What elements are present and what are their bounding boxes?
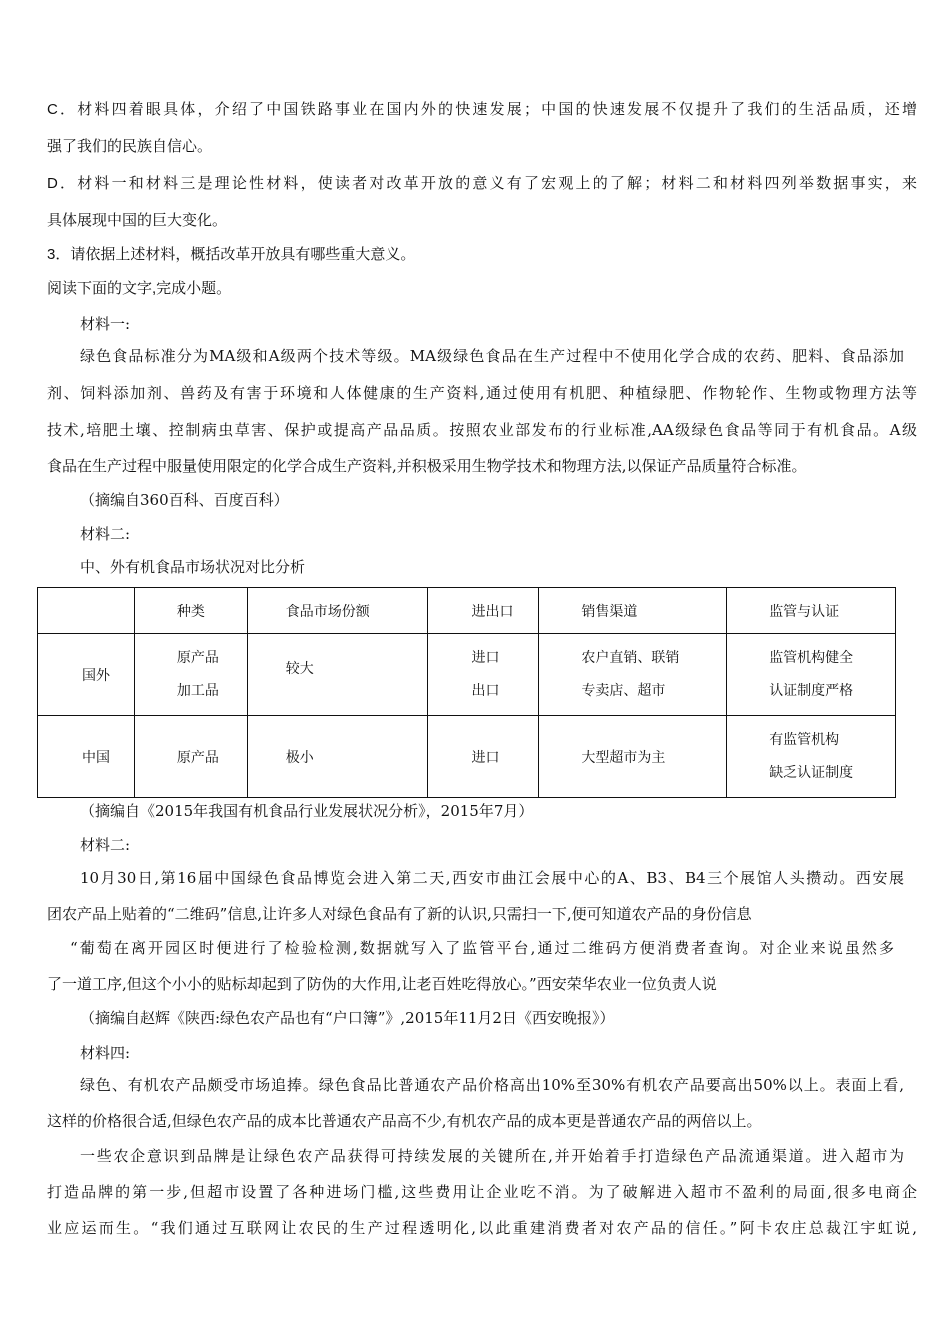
material-3-line: 了一道工序,但这个小小的贴标却起到了防伪的大作用,让老百姓吃得放心。”西安荣华农业一位负责人说 <box>47 975 717 993</box>
material-4-line: 一些农企意识到品牌是让绿色农产品获得可持续发展的关键所在,并开始着手打造绿色产品流通渠道。进入超市为 <box>80 1147 904 1165</box>
question-3: 3．请依据上述材料，概括改革开放具有哪些重大意义。 <box>47 246 416 263</box>
table-header-row <box>38 588 896 634</box>
material-3-heading: 材料二: <box>80 836 131 854</box>
table-row <box>38 716 896 798</box>
material-4-line: 打造品牌的第一步,但超市设置了各种进场门槛,这些费用让企业吃不消。为了破解进入超市不盈利的局面,很多电商企 <box>47 1183 917 1201</box>
share-cell: 较大 <box>247 634 427 716</box>
table-row <box>38 634 896 716</box>
material-4-line: 这样的价格很合适,但绿色农产品的成本比普通农产品高不少,有机农产品的成本更是普通农产品的两倍以上。 <box>47 1112 762 1130</box>
category-cell <box>134 634 247 716</box>
trade-cell <box>427 634 539 716</box>
supervision-value: 有监管机构 <box>769 731 840 748</box>
trade-value: 出口 <box>471 682 500 699</box>
column-header: 销售渠道 <box>539 588 727 634</box>
supervision-value: 监管机构健全 <box>769 649 854 666</box>
region-cell: 国外 <box>38 634 135 716</box>
material-2-source: （摘编自《2015年我国有机食品行业发展状况分析》，2015年7月） <box>80 802 534 820</box>
column-header: 监管与认证 <box>727 588 896 634</box>
channel-cell: 大型超市为主 <box>539 716 727 798</box>
material-4-line: 业应运而生。“我们通过互联网让农民的生产过程透明化,以此重建消费者对农产品的信任。”阿卡农庄总裁江宇虹说, <box>47 1219 917 1237</box>
supervision-cell <box>727 634 896 716</box>
material-4-heading: 材料四: <box>80 1044 131 1062</box>
material-1-source: （摘编自360百科、百度百科） <box>80 491 289 509</box>
market-comparison-table <box>37 587 896 798</box>
option-d-line-2: 具体展现中国的巨大变化。 <box>47 212 228 229</box>
region-cell: 中国 <box>38 716 135 798</box>
column-header: 种类 <box>134 588 247 634</box>
supervision-cell <box>727 716 896 798</box>
channel-value: 农户直销、联销 <box>581 649 680 666</box>
material-1-heading: 材料一: <box>80 315 131 333</box>
material-3-source: （摘编自赵辉《陕西:绿色农产品也有“户口簿”》,2015年11月2日《西安晚报》） <box>80 1009 615 1027</box>
option-d-line-1: D．材料一和材料三是理论性材料，使读者对改革开放的意义有了宏观上的了解；材料二和材料四列举数据事实，来 <box>47 175 917 192</box>
option-c-line-2: 强了我们的民族自信心。 <box>47 138 213 155</box>
material-3-line: 10月30日,第16届中国绿色食品博览会进入第二天,西安市曲江会展中心的A、B3、B4三个展馆人头攒动。西安展 <box>80 869 904 887</box>
column-header <box>38 588 135 634</box>
channel-cell <box>539 634 727 716</box>
material-2-heading: 材料二: <box>80 525 131 543</box>
share-cell: 极小 <box>247 716 427 798</box>
material-1-line: 剂、饲料添加剂、兽药及有害于环境和人体健康的生产资料,通过使用有机肥、种植绿肥、作物轮作、生物或物理方法等 <box>47 384 917 402</box>
material-3-line: “葡萄在离开园区时便进行了检验检测,数据就写入了监管平台,通过二维码方便消费者查询。对企业来说虽然多 <box>70 939 894 957</box>
reading-instruction: 阅读下面的文字,完成小题。 <box>47 280 232 297</box>
category-value: 加工品 <box>176 682 219 699</box>
material-1-line: 食品在生产过程中服量使用限定的化学合成生产资料,并积极采用生物学技术和物理方法,以保证产品质量符合标准。 <box>47 457 807 475</box>
column-header: 进出口 <box>427 588 539 634</box>
trade-cell: 进口 <box>427 716 539 798</box>
column-header: 食品市场份额 <box>247 588 427 634</box>
material-1-line: 绿色食品标准分为MA级和A级两个技术等级。MA级绿色食品在生产过程中不使用化学合成的农药、肥料、食品添加 <box>80 347 904 365</box>
material-3-line: 团农产品上贴着的“二维码”信息,让许多人对绿色食品有了新的认识,只需扫一下,便可知道农产品的身份信息 <box>47 905 752 923</box>
material-4-line: 绿色、有机农产品颇受市场追捧。绿色食品比普通农产品价格高出10%至30%有机农产品要高出50%以上。表面上看, <box>80 1076 904 1094</box>
supervision-value: 认证制度严格 <box>769 682 854 699</box>
category-value: 原产品 <box>176 649 219 666</box>
category-cell: 原产品 <box>134 716 247 798</box>
option-c-line-1: C．材料四着眼具体，介绍了中国铁路事业在国内外的快速发展；中国的快速发展不仅提升了我们的生活品质，还增 <box>47 101 917 118</box>
trade-value: 进口 <box>471 649 500 666</box>
table-title: 中、外有机食品市场状况对比分析 <box>80 558 306 576</box>
supervision-value: 缺乏认证制度 <box>769 764 854 781</box>
material-1-line: 技术,培肥土壤、控制病虫草害、保护或提高产品品质。按照农业部发布的行业标准,AA级绿色食品等同于有机食品。A级 <box>47 421 917 439</box>
channel-value: 专卖店、超市 <box>581 682 666 699</box>
